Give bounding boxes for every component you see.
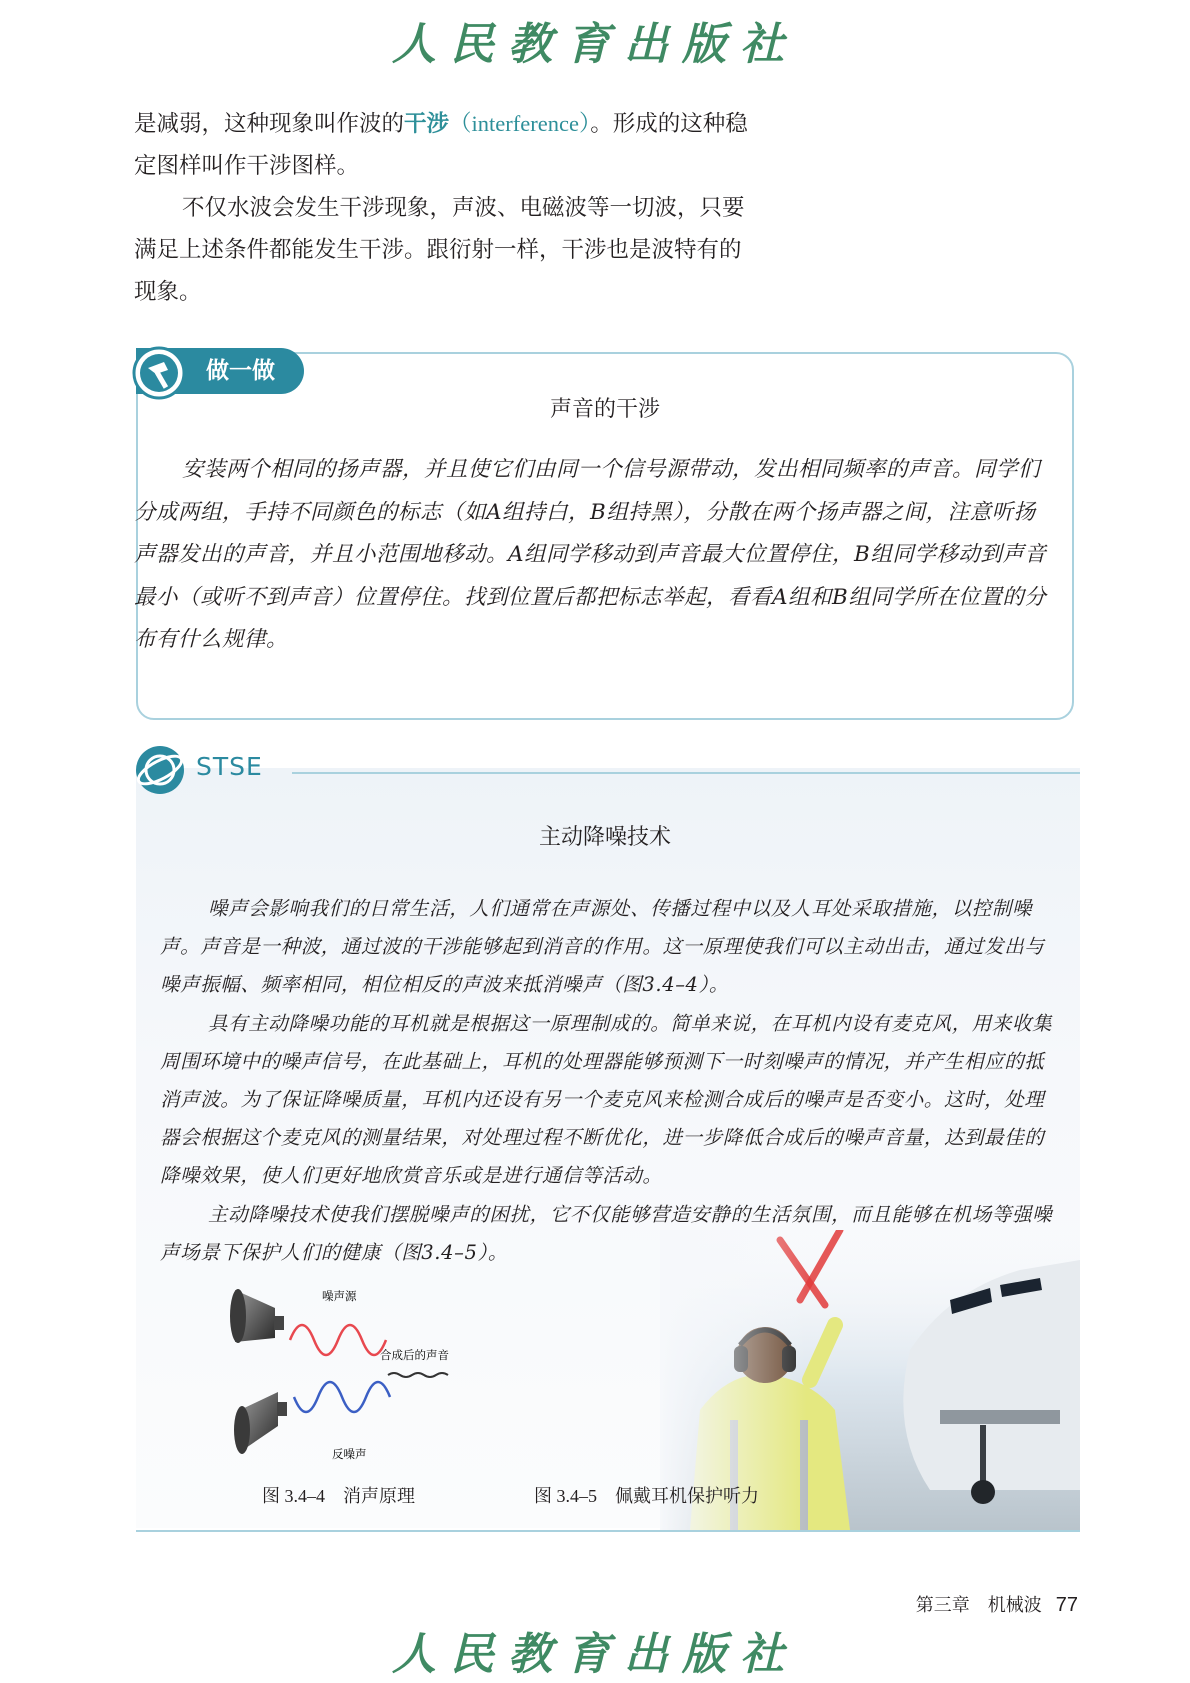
stse-text [160, 890, 1058, 1272]
stse-paragraph-3: 主动降噪技术使我们摆脱噪声的困扰，它不仅能够营造安静的生活氛围，而且能够在机场等强噪声场景下保护人们的健康（图3.4–5）。 [160, 1202, 1053, 1264]
label-anti-noise: 反噪声 [332, 1447, 367, 1461]
stse-title: 主动降噪技术 [538, 825, 671, 850]
stse-paragraph-1: 噪声会影响我们的日常生活，人们通常在声源处、传播过程中以及人耳处采取措施，以控制噪声。声音是一种波，通过波的干涉能够起到消音的作用。这一原理使我们可以主动出击，通过发出与噪声振幅、频率相同，相位相反的声波来抵消噪声（图3.4–4）。 [160, 897, 1045, 997]
page-footer [916, 1591, 1078, 1617]
anti-noise-wave [294, 1382, 390, 1412]
publisher-logo-top: 人民教育出版社 [392, 19, 798, 70]
stse-paragraph-2: 具有主动降噪功能的耳机就是根据这一原理制成的。简单来说，在耳机内设有麦克风，用来收集周围环境中的噪声信号，在此基础上，耳机的处理器能够预测下一时刻噪声的情况，并产生相应的抵消声波。为了保证降噪质量，耳机内还设有另一个麦克风来检测合成后的噪声是否变小。这时，处理器会根据这个麦克风的测量结果，对处理过程不断优化，进一步降低合成后的噪声音量，达到最佳的降噪效果，使人们更好地欣赏音乐或是进行通信等活动。 [160, 1011, 1053, 1188]
label-noise-source: 噪声源 [322, 1289, 357, 1303]
try-it-title: 声音的干涉 [549, 397, 660, 422]
caption-figure-3-4-5: 图 3.4–5 佩戴耳机保护听力 [534, 1486, 759, 1506]
chapter-title: 第三章 机械波 [915, 1595, 1042, 1616]
stse-bottom-divider [136, 1530, 1080, 1532]
speaker-top-icon [230, 1289, 284, 1343]
stse-divider [292, 772, 1080, 774]
term-interference-en: （interference） [449, 111, 591, 136]
stse-label: STSE [196, 752, 263, 781]
intro-paragraph-1: 是减弱，这种现象叫作波的干涉（interference）。形成的这种稳定图样叫作干涉图样。 [134, 111, 748, 179]
try-it-tab: 做一做 [136, 348, 304, 394]
page-number: 77 [1055, 1594, 1078, 1616]
noise-cancel-diagram [230, 1280, 500, 1480]
label-combined-sound: 合成后的声音 [380, 1348, 449, 1362]
combined-wave [388, 1373, 448, 1377]
noise-wave [290, 1325, 386, 1355]
term-interference: 干涉 [404, 111, 450, 137]
speaker-bottom-icon [234, 1392, 287, 1454]
intro-text [134, 103, 754, 313]
publisher-logo-bottom: 人民教育出版社 [392, 1629, 798, 1680]
caption-figure-3-4-4: 图 3.4–4 消声原理 [262, 1486, 415, 1506]
intro-paragraph-2: 不仅水波会发生干涉现象，声波、电磁波等一切波，只要满足上述条件都能发生干涉。跟衍射一样，干涉也是波特有的现象。 [134, 195, 745, 305]
try-it-text: 安装两个相同的扬声器，并且使它们由同一个信号源带动，发出相同频率的声音。同学们分成两组，手持不同颜色的标志（如A组持白，B组持黑），分散在两个扬声器之间，注意听扬声器发出的声音，并且小范围地移动。A组同学移动到声音最大位置停住，B组同学移动到声音最小（或听不到声音）位置停住。找到位置后都把标志举起，看看A组和B组同学所在位置的分布有什么规律。 [134, 457, 1047, 652]
globe-orbit-icon [134, 744, 186, 796]
